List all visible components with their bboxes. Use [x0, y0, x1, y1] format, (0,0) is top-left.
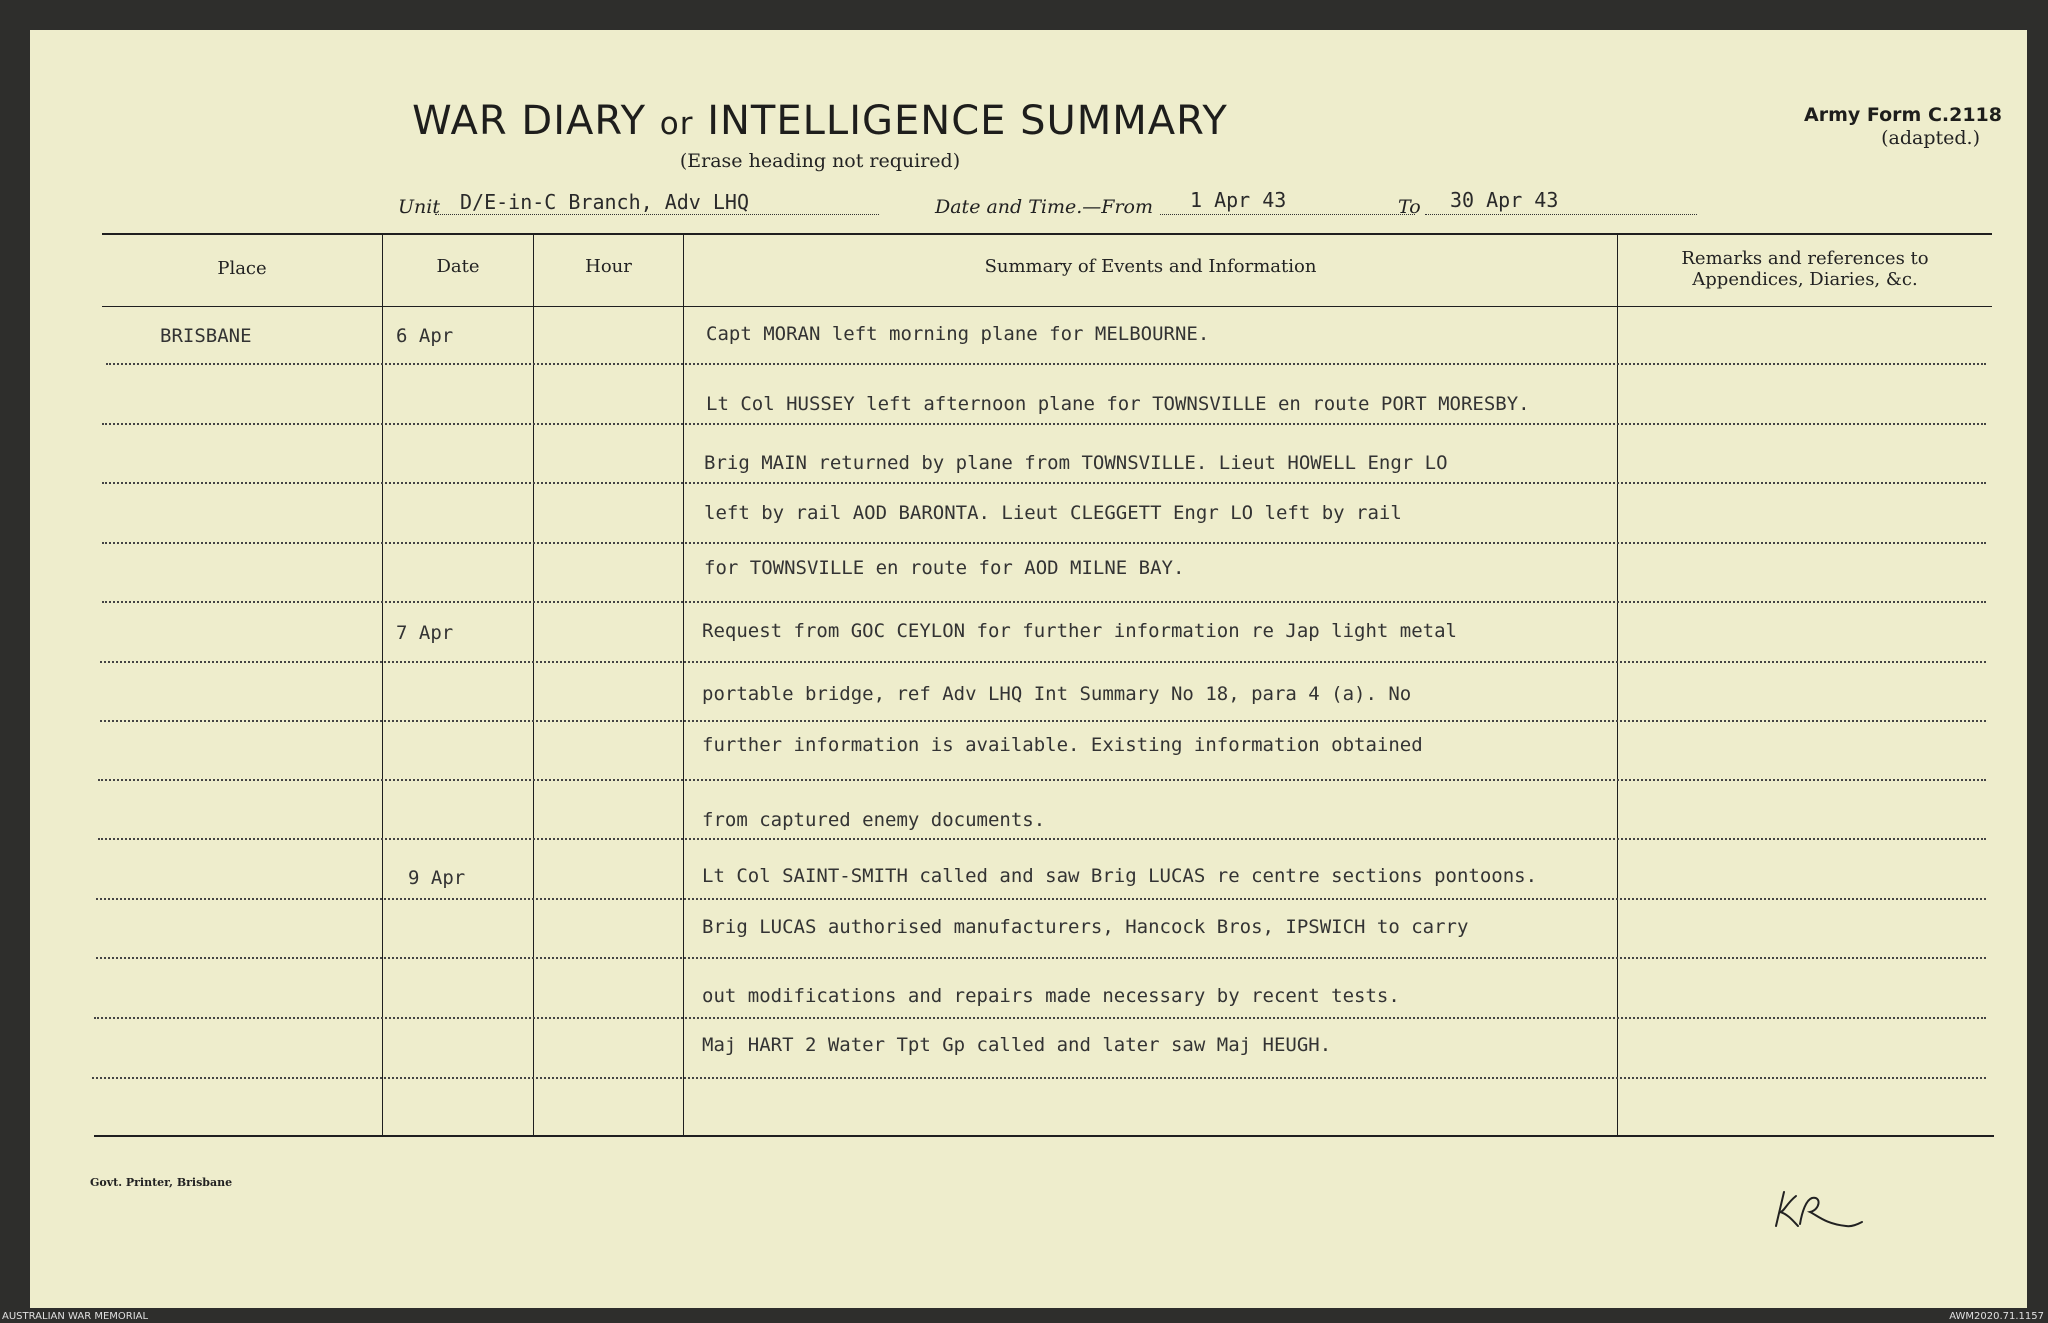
- row-rule: [98, 779, 1986, 781]
- army-form-number: Army Form C.2118: [1804, 104, 2002, 126]
- row-summary: further information is available. Existing information obtained: [702, 734, 1423, 756]
- col-header-date: Date: [436, 256, 480, 277]
- col-divider-place: [382, 233, 383, 1135]
- table-bottom-rule: [94, 1135, 1994, 1137]
- table-top-rule: [102, 233, 1992, 235]
- row-summary: Request from GOC CEYLON for further information re Jap light metal: [702, 620, 1457, 642]
- row-summary: from captured enemy documents.: [702, 809, 1046, 831]
- row-summary: for TOWNSVILLE en route for AOD MILNE BAY.: [704, 557, 1185, 579]
- row-rule: [102, 601, 1986, 603]
- row-date: 6 Apr: [396, 325, 454, 347]
- row-rule: [98, 838, 1986, 840]
- row-date: 9 Apr: [408, 867, 466, 889]
- from-underline: [1160, 214, 1415, 215]
- archive-reference: AWM2020.71.1157: [1949, 1311, 2044, 1322]
- row-rule: [92, 1077, 1986, 1079]
- row-summary: left by rail AOD BARONTA. Lieut CLEGGETT Engr LO left by rail: [704, 502, 1402, 524]
- date-time-label: Date and Time.—From: [935, 196, 1154, 218]
- form-title: [30, 98, 1610, 144]
- to-label: To: [1398, 196, 1421, 218]
- title-intelligence-summary: INTELLIGENCE SUMMARY: [707, 98, 1228, 144]
- printer-imprint: Govt. Printer, Brisbane: [90, 1176, 233, 1189]
- row-summary: Capt MORAN left morning plane for MELBOURNE.: [706, 323, 1210, 345]
- row-date: 7 Apr: [396, 622, 454, 644]
- form-subtitle: (Erase heading not required): [679, 150, 961, 172]
- row-rule: [94, 1017, 1986, 1019]
- row-rule: [102, 423, 1986, 425]
- unit-underline: [435, 214, 879, 215]
- col-header-summary: Summary of Events and Information: [984, 256, 1317, 277]
- row-summary: portable bridge, ref Adv LHQ Int Summary No 18, para 4 (a). No: [702, 683, 1412, 705]
- row-place: BRISBANE: [160, 325, 252, 347]
- date-to-value: 30 Apr 43: [1450, 188, 1559, 212]
- row-summary: Brig LUCAS authorised manufacturers, Hancock Bros, IPSWICH to carry: [702, 916, 1469, 938]
- row-rule: [96, 957, 1986, 959]
- row-summary: Brig MAIN returned by plane from TOWNSVILLE. Lieut HOWELL Engr LO: [704, 452, 1448, 474]
- col-divider-hour: [683, 233, 684, 1135]
- col-header-place: Place: [217, 258, 267, 279]
- title-war-diary: WAR DIARY: [412, 98, 647, 144]
- row-summary: Lt Col HUSSEY left afternoon plane for TOWNSVILLE en route PORT MORESBY.: [706, 393, 1530, 415]
- row-rule: [102, 482, 1986, 484]
- initials-signature-icon: [1770, 1182, 1880, 1242]
- row-rule: [96, 898, 1986, 900]
- row-rule: [100, 720, 1986, 722]
- row-rule: [102, 542, 1986, 544]
- handwritten-initials: [1770, 1182, 1880, 1246]
- col-divider-summary: [1617, 233, 1618, 1135]
- col-header-hour: Hour: [585, 256, 632, 277]
- row-summary: Maj HART 2 Water Tpt Gp called and later saw Maj HEUGH.: [702, 1034, 1332, 1056]
- col-header-remarks: Remarks and references to Appendices, Diaries, &c.: [1681, 248, 1929, 290]
- row-rule: [106, 363, 1986, 365]
- row-rule: [100, 661, 1986, 663]
- to-underline: [1425, 214, 1697, 215]
- table-header-rule: [102, 306, 1992, 307]
- archive-credit: AUSTRALIAN WAR MEMORIAL: [2, 1311, 149, 1322]
- army-form-adapted: (adapted.): [1881, 127, 1980, 149]
- row-summary: out modifications and repairs made necessary by recent tests.: [702, 985, 1400, 1007]
- row-summary: Lt Col SAINT-SMITH called and saw Brig LUCAS re centre sections pontoons.: [702, 865, 1538, 887]
- unit-label: Unit: [398, 196, 440, 218]
- unit-value: D/E-in-C Branch, Adv LHQ: [460, 190, 749, 214]
- diary-sheet: [30, 30, 2027, 1308]
- col-divider-date: [533, 233, 534, 1135]
- title-or: or: [659, 106, 694, 142]
- date-from-value: 1 Apr 43: [1190, 188, 1287, 212]
